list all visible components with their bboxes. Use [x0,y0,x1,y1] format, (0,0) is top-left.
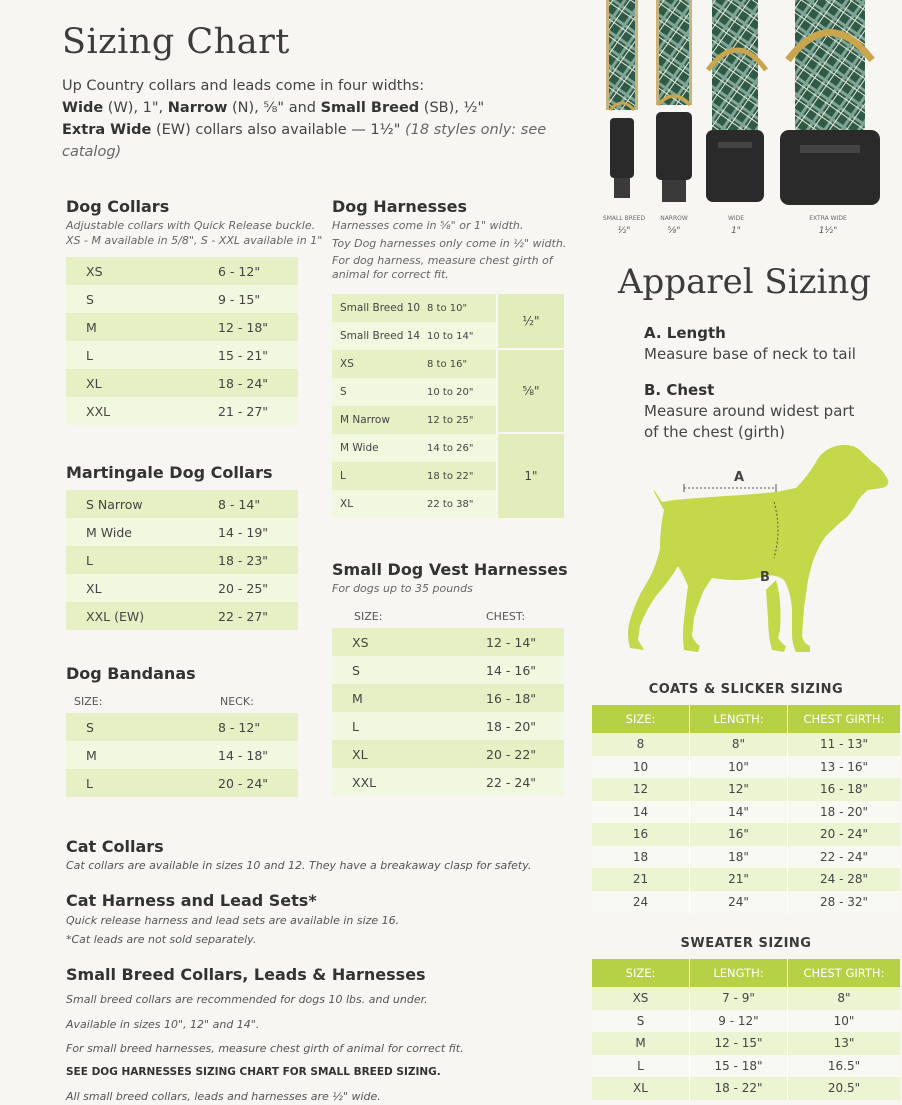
size-cell: XXL [352,774,377,790]
length-cell: 12" [690,778,788,801]
size-cell: L [86,347,93,363]
size-cell: L [86,552,93,568]
table-row [332,462,496,490]
wide-label: Wide [62,100,104,116]
size-cell: 21 [592,868,690,891]
size-cell: XL [592,1077,690,1100]
dog-collars-note-2: XS - M available in 5/8", S - XXL available in 1" [66,234,323,247]
dog-label-b: B [760,570,770,585]
table-row [66,397,298,425]
intro-text [62,75,602,163]
size-cell: M [86,747,97,763]
martingale-title: Martingale Dog Collars [66,463,273,482]
chest-cell: 16.5" [827,1058,861,1073]
size-cell: XXL [86,403,111,419]
chest-cell: 22 to 38" [427,498,474,510]
neck-cell: 12 - 18" [218,319,269,335]
size-cell: 12 [592,778,690,801]
apparel-chest-title: B. Chest [644,381,715,399]
collar-label-extra-wide: EXTRA WIDE [809,215,847,222]
table-row [592,1032,900,1055]
collar-width-small-breed: ½" [617,226,631,236]
table-row [592,846,900,869]
chest-cell: 10 to 14" [427,330,474,342]
extra-wide-note: (18 styles only: see catalog) [62,122,547,160]
length-cell: 16" [690,823,788,846]
table-row [332,322,496,350]
size-cell: XL [86,580,102,596]
table-row [332,768,564,796]
narrow-text: (N), ⅝" and [227,100,321,116]
table-row [332,712,564,740]
table-row [66,257,298,285]
size-cell: XL [352,746,368,762]
size-cell: S [352,662,360,678]
narrow-label: Narrow [167,100,228,116]
harnesses-note-3: For dog harness, measure chest girth of [332,254,553,267]
chest-cell: 10" [833,1013,855,1028]
size-cell: S [86,719,94,735]
length-cell: 24" [690,891,788,914]
extra-wide-text: (EW) collars also available — 1½" [151,122,405,138]
table-row [66,741,298,769]
chest-cell: 16 - 18" [819,782,869,797]
neck-cell: 18 - 23" [218,552,269,568]
size-cell: S [592,1010,690,1033]
length-header: LENGTH: [690,705,788,733]
small-breed-line-5: All small breed collars, leads and harnesses are ½" wide. [66,1090,381,1103]
dog-silhouette-icon [626,440,892,660]
neck-cell: 9 - 15" [218,291,261,307]
length-cell: 15 - 18" [690,1055,788,1078]
table-row [332,294,496,322]
table-row [332,740,564,768]
length-cell: 14" [690,801,788,824]
chest-cell: 20.5" [827,1081,861,1096]
table-row [66,369,298,397]
dog-collars-note-1: Adjustable collars with Quick Release buckle. [66,219,316,232]
size-cell: S Narrow [86,496,143,512]
neck-cell: 8 - 12" [218,719,261,735]
collar-width-wide: 1" [731,226,741,236]
small-breed-label: Small Breed [320,100,420,116]
length-cell: 18" [690,846,788,869]
dog-diagram [626,440,892,660]
cat-harness-title: Cat Harness and Lead Sets* [66,891,317,910]
vest-title: Small Dog Vest Harnesses [332,560,568,579]
coats-table [592,705,900,913]
sweater-title: SWEATER SIZING [680,936,812,951]
size-cell: 14 [592,801,690,824]
length-cell: 18 - 22" [690,1077,788,1100]
harnesses-note-1: Harnesses come in ⅝" or 1" width. [332,219,524,232]
table-row [66,769,298,797]
length-cell: 12 - 15" [690,1032,788,1055]
vest-table [332,604,564,796]
table-row [592,1010,900,1033]
table-row [66,574,298,602]
chest-header: CHEST GIRTH: [803,712,885,726]
apparel-chest-text-2: of the chest (girth) [644,423,786,441]
table-row [66,313,298,341]
table-row [66,285,298,313]
length-header: LENGTH: [690,959,788,987]
neck-cell: 18 - 24" [218,375,269,391]
coats-body [592,733,900,913]
sweater-table [592,959,900,1100]
chest-cell: 28 - 32" [819,894,869,909]
neck-cell: 15 - 21" [218,347,269,363]
length-cell: 10" [690,756,788,779]
size-cell: XL [86,375,102,391]
collar-width-extra-wide: 1½" [818,226,838,236]
size-cell: L [352,718,359,734]
size-cell: XL [340,498,354,510]
size-header: SIZE: [592,705,690,733]
small-breed-line-4: SEE DOG HARNESSES SIZING CHART FOR SMALL BREED SIZING. [66,1066,441,1078]
table-header [66,689,298,713]
chest-cell: 22 - 24" [486,774,537,790]
apparel-title: Apparel Sizing [618,262,872,302]
chest-cell: 12 to 25" [427,414,474,426]
length-cell: 7 - 9" [690,987,788,1010]
size-cell: M Wide [340,442,379,454]
collar-width-narrow: ⅝" [667,226,681,236]
collar-photo [600,0,900,240]
table-row [332,656,564,684]
apparel-length [644,323,856,365]
size-cell: S [340,386,347,398]
chest-cell: 18 - 20" [819,804,869,819]
chest-cell: 14 - 16" [486,662,537,678]
chest-cell: 8" [837,991,851,1006]
neck-header: NECK: [220,694,254,708]
size-cell: XXL (EW) [86,608,145,624]
table-row [592,868,900,891]
table-row [66,602,298,630]
apparel-length-text: Measure base of neck to tail [644,345,856,363]
length-cell: 8" [690,733,788,756]
neck-cell: 8 - 14" [218,496,261,512]
chest-cell: 13 - 16" [819,759,869,774]
sweater-body [592,987,900,1100]
dog-collars-title: Dog Collars [66,197,170,216]
dog-label-a: A [734,470,745,485]
table-row [592,823,900,846]
table-row [332,406,496,434]
martingale-table [66,490,298,630]
length-cell: 21" [690,868,788,891]
chest-cell: 14 to 26" [427,442,474,454]
chest-cell: 18 - 20" [486,718,537,734]
collar-label-narrow: NARROW [660,215,688,222]
size-cell: M [86,319,97,335]
harnesses-title: Dog Harnesses [332,197,468,216]
table-row [66,490,298,518]
size-cell: M [592,1032,690,1055]
length-cell: 9 - 12" [690,1010,788,1033]
table-header [332,604,564,628]
chest-cell: 20 - 24" [819,827,869,842]
vest-note: For dogs up to 35 pounds [332,582,473,595]
small-breed-text: (SB), ½" [419,100,485,116]
size-cell: 18 [592,846,690,869]
width-cell: 1" [498,434,564,518]
size-cell: L [592,1055,690,1078]
size-cell: Small Breed 10 [340,302,421,314]
size-cell: M [352,690,363,706]
extra-wide-label: Extra Wide [62,122,152,138]
chest-cell: 8 to 16" [427,358,468,370]
cat-harness-note-2: *Cat leads are not sold separately. [66,933,257,946]
size-cell: XS [352,634,369,650]
neck-cell: 21 - 27" [218,403,269,419]
size-cell: XS [592,987,690,1010]
size-cell: XS [340,358,354,370]
small-breed-title: Small Breed Collars, Leads & Harnesses [66,965,426,984]
table-row [592,778,900,801]
table-row [66,518,298,546]
dog-collars-table [66,257,298,425]
apparel-chest [644,380,854,443]
cat-harness-note-1: Quick release harness and lead sets are available in size 16. [66,914,400,927]
table-row [592,987,900,1010]
table-row [592,733,900,756]
chest-cell: 13" [833,1036,855,1051]
table-row [592,756,900,779]
chest-cell: 16 - 18" [486,690,537,706]
small-breed-line-2: Available in sizes 10", 12" and 14". [66,1018,260,1031]
size-cell: 24 [592,891,690,914]
harnesses-note-4: animal for correct fit. [332,268,449,281]
coats-title: COATS & SLICKER SIZING [648,682,844,697]
size-cell: L [340,470,346,482]
intro-line-2 [62,97,602,119]
width-cell: ½" [498,294,564,348]
harnesses-note-2: Toy Dog harnesses only come in ½" width. [332,237,567,250]
size-header: SIZE: [354,609,383,623]
collar-label-small-breed: SMALL BREED [602,215,646,222]
apparel-length-title: A. Length [644,324,726,342]
wide-text: (W), 1", [103,100,168,116]
collar-label-wide: WIDE [727,215,745,222]
table-row [66,546,298,574]
chest-cell: 20 - 22" [486,746,537,762]
neck-cell: 22 - 27" [218,608,269,624]
chest-header: CHEST GIRTH: [803,966,885,980]
table-row [66,341,298,369]
small-breed-line-3: For small breed harnesses, measure chest girth of animal for correct fit. [66,1042,464,1055]
table-row [332,350,496,378]
size-cell: 16 [592,823,690,846]
size-cell: 8 [592,733,690,756]
chest-cell: 8 to 10" [427,302,468,314]
size-cell: S [86,291,94,307]
chest-cell: 12 - 14" [486,634,537,650]
table-header [592,705,900,733]
table-row [592,891,900,914]
neck-cell: 14 - 19" [218,524,269,540]
size-cell: 10 [592,756,690,779]
neck-cell: 20 - 25" [218,580,269,596]
size-cell: M Narrow [340,414,390,426]
table-row [592,1055,900,1078]
table-row [592,801,900,824]
harnesses-table [332,294,564,518]
chest-header: CHEST: [486,609,526,623]
table-row [332,490,496,518]
neck-cell: 14 - 18" [218,747,269,763]
neck-cell: 20 - 24" [218,775,269,791]
table-row [332,684,564,712]
page-title: Sizing Chart [62,22,290,62]
table-row [66,713,298,741]
size-cell: M Wide [86,524,132,540]
chest-cell: 22 - 24" [819,849,869,864]
intro-line-1: Up Country collars and leads come in four widths: [62,78,425,94]
chest-cell: 24 - 28" [819,872,869,887]
size-cell: Small Breed 14 [340,330,421,342]
size-cell: L [86,775,93,791]
table-row [592,1077,900,1100]
cat-collars-title: Cat Collars [66,837,164,856]
table-row [332,434,496,462]
small-breed-line-1: Small breed collars are recommended for dogs 10 lbs. and under. [66,993,428,1006]
bandanas-table [66,689,298,797]
cat-collars-note: Cat collars are available in sizes 10 and 12. They have a breakaway clasp for safety. [66,859,532,872]
apparel-chest-text-1: Measure around widest part [644,402,855,420]
size-header: SIZE: [74,694,103,708]
chest-cell: 11 - 13" [819,737,869,752]
size-header: SIZE: [592,959,690,987]
size-cell: XS [86,263,103,279]
intro-line-3 [62,119,602,163]
collar-photo-image [600,0,900,240]
width-cell: ⅝" [498,350,564,432]
neck-cell: 6 - 12" [218,263,261,279]
bandanas-title: Dog Bandanas [66,664,196,683]
chest-cell: 18 to 22" [427,470,474,482]
table-header [592,959,900,987]
table-row [332,378,496,406]
chest-cell: 10 to 20" [427,386,474,398]
table-row [332,628,564,656]
